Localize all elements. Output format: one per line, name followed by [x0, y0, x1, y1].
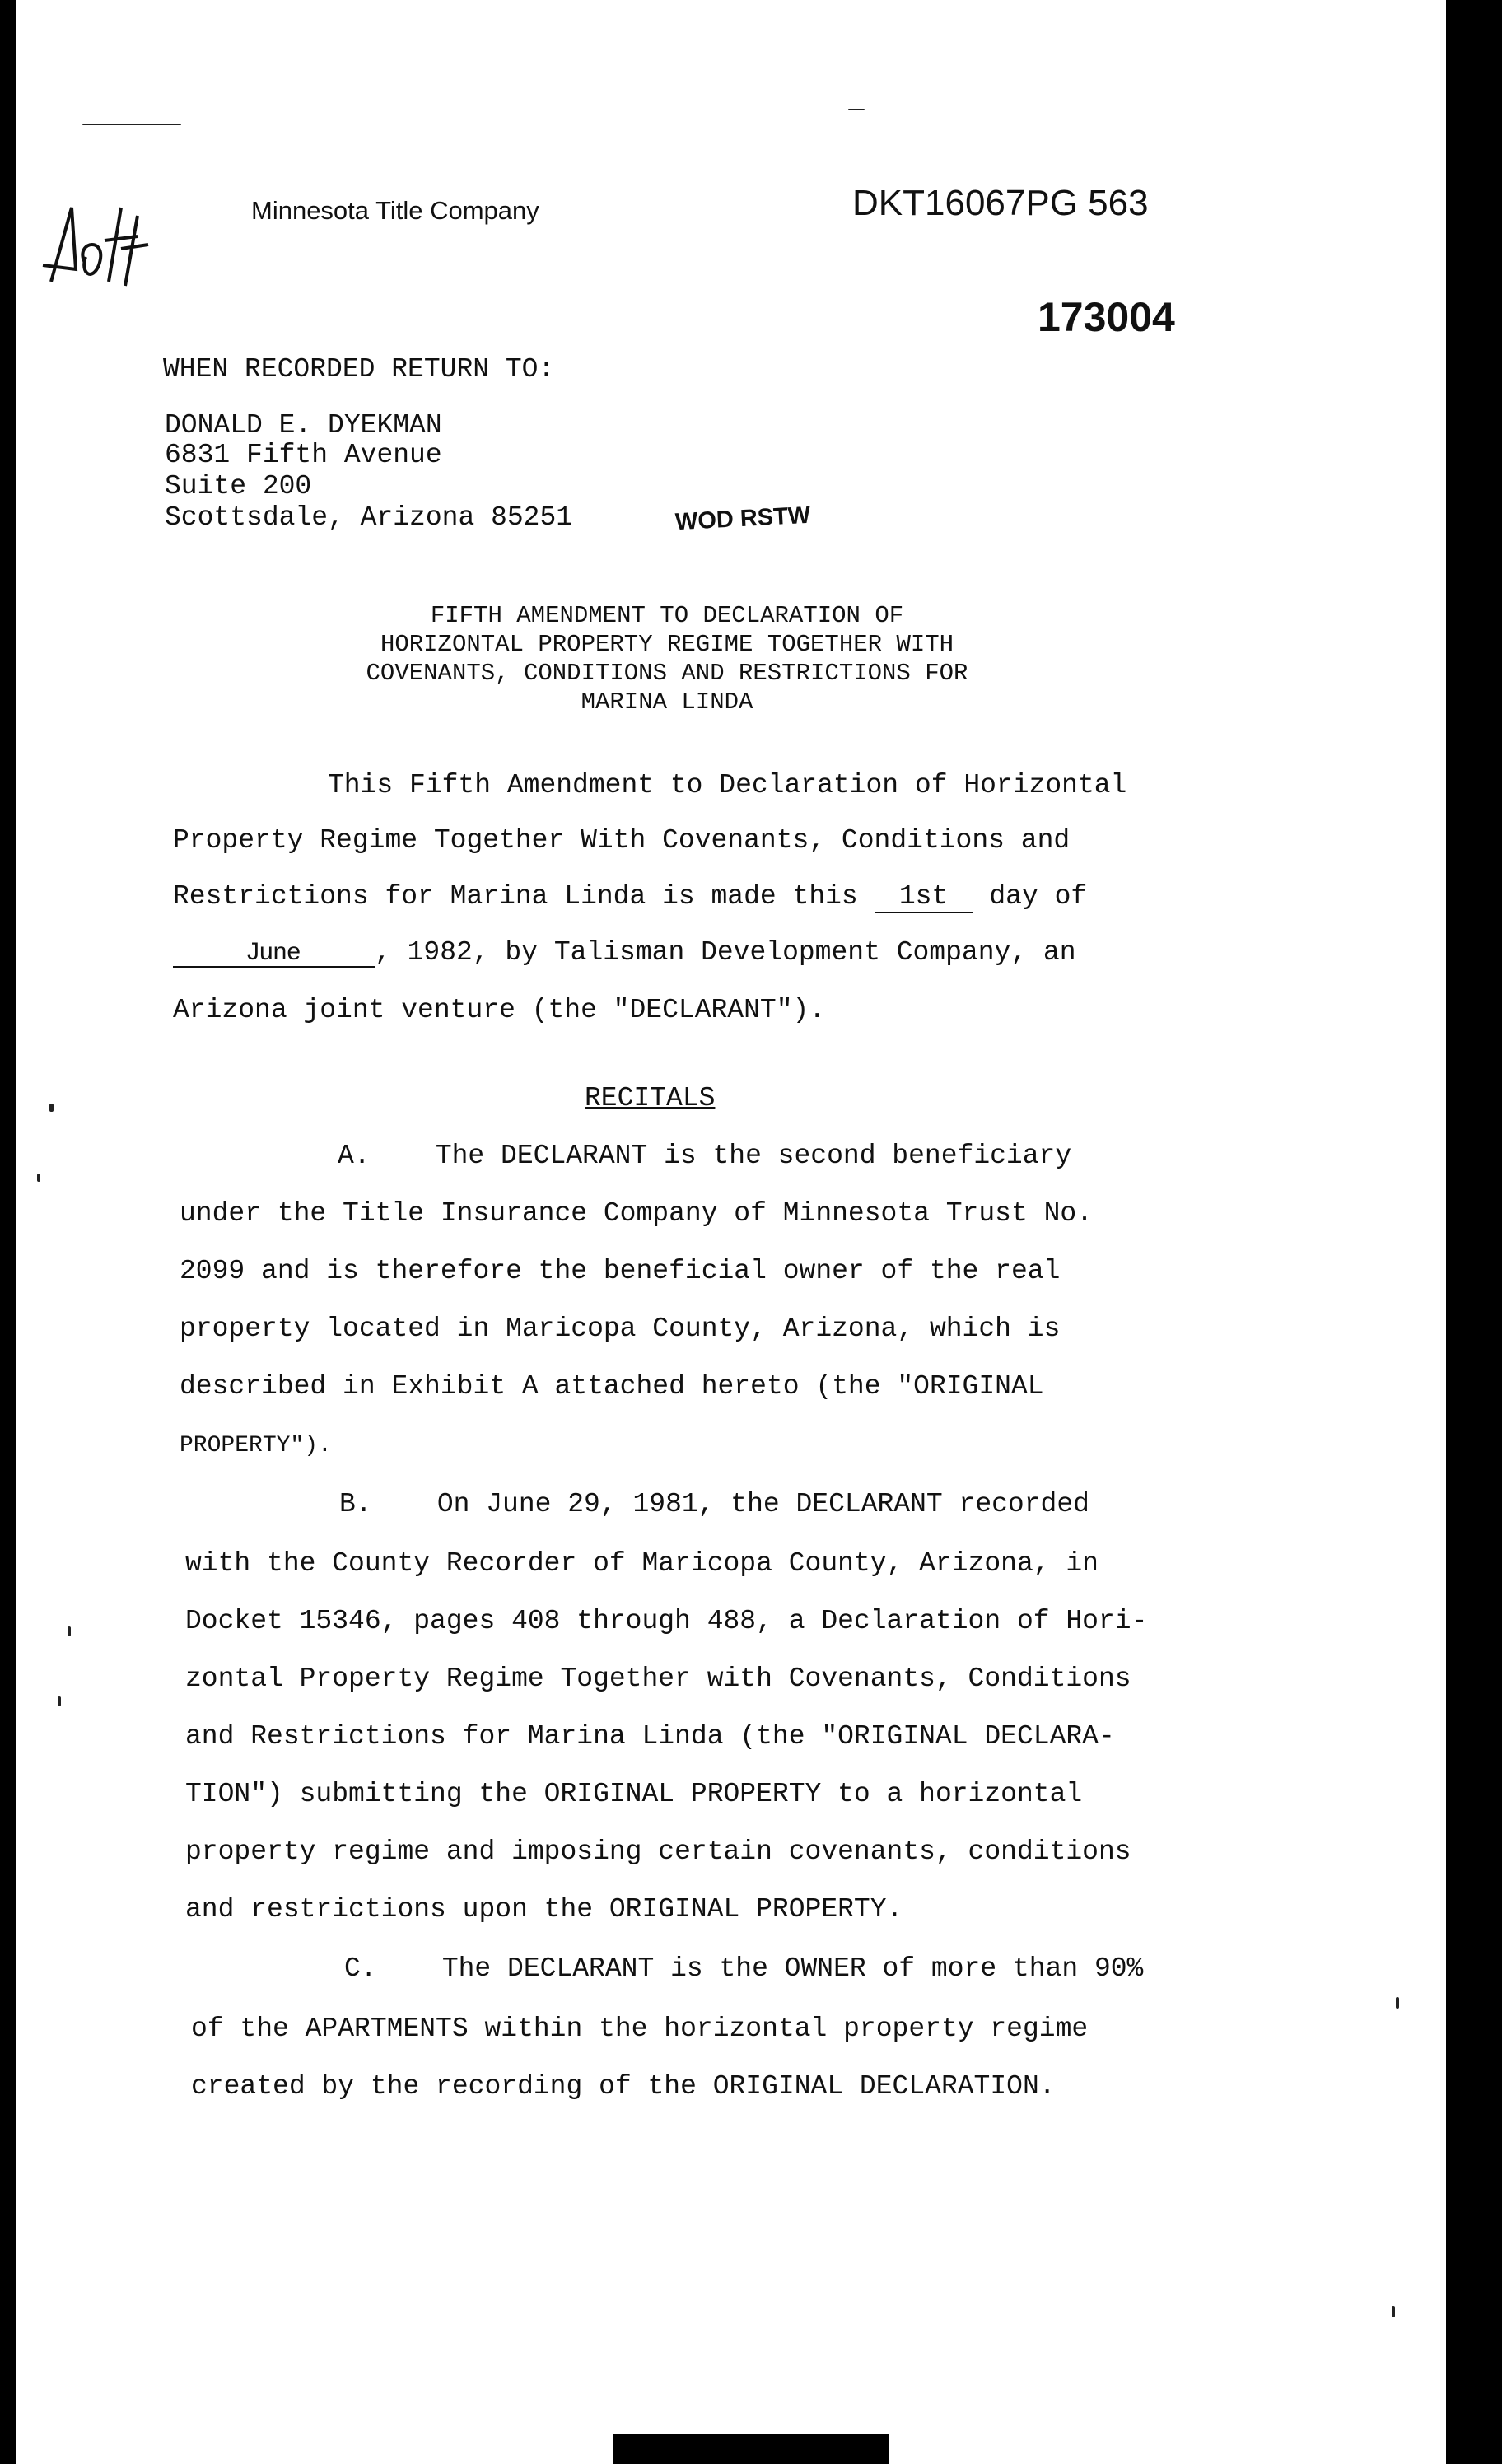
intro-line-4-end: , 1982, by Talisman Development Company, an — [375, 937, 1076, 968]
recording-stamp: WOD RSTW — [674, 502, 812, 536]
scan-line — [82, 124, 181, 125]
recital-b-line-3: Docket 15346, pages 408 through 488, a Declaration of Hori- — [185, 1606, 1148, 1636]
recital-c-line-2: of the APARTMENTS within the horizontal property regime — [191, 2014, 1089, 2044]
recital-b-line-6: TION") submitting the ORIGINAL PROPERTY to a horizontal — [185, 1779, 1083, 1809]
scan-speck — [1396, 1997, 1399, 2009]
scan-speck — [49, 1104, 54, 1112]
intro-line-5: Arizona joint venture (the "DECLARANT"). — [173, 995, 826, 1025]
recital-b-line-7: property regime and imposing certain covenants, conditions — [185, 1836, 1131, 1867]
document-title — [255, 601, 1079, 716]
intro-line-3 — [173, 881, 1087, 913]
handwritten-note — [35, 191, 150, 315]
intro-line-4 — [173, 937, 1076, 968]
recitals-heading: RECITALS — [585, 1083, 716, 1113]
company-name: Minnesota Title Company — [251, 196, 539, 225]
recital-b-line-1: B. On June 29, 1981, the DECLARANT recorded — [339, 1489, 1089, 1519]
recital-a-line-5: described in Exhibit A attached hereto (the "ORIGINAL — [180, 1371, 1044, 1402]
scan-speck — [848, 109, 865, 110]
title-line-1: FIFTH AMENDMENT TO DECLARATION OF — [430, 602, 904, 629]
scan-speck — [1392, 2306, 1395, 2317]
recital-b-line-8: and restrictions upon the ORIGINAL PROPERTY. — [185, 1894, 903, 1925]
intro-line-3-start: Restrictions for Marina Linda is made this — [173, 881, 875, 912]
docket-reference: DKT16067PG 563 — [852, 183, 1149, 223]
recital-a-line-1: A. The DECLARANT is the second beneficiary — [338, 1141, 1072, 1171]
recital-a-line-6: PROPERTY"). — [180, 1433, 332, 1458]
return-city: Scottsdale, Arizona 85251 — [165, 502, 573, 533]
scan-speck — [68, 1626, 71, 1636]
return-name: DONALD E. DYEKMAN — [165, 410, 442, 441]
month-blank: June — [173, 938, 375, 968]
intro-line-1: This Fifth Amendment to Declaration of Horizontal — [328, 770, 1127, 800]
return-street: 6831 Fifth Avenue — [165, 440, 442, 470]
intro-line-2: Property Regime Together With Covenants, Conditions and — [173, 825, 1071, 856]
recital-a-line-4: property located in Maricopa County, Arizona, which is — [180, 1314, 1061, 1344]
recital-c-line-1: C. The DECLARANT is the OWNER of more than 90% — [344, 1953, 1144, 1984]
day-blank: 1st — [875, 881, 973, 913]
recital-a-line-3: 2099 and is therefore the beneficial owner of the real — [180, 1256, 1061, 1286]
title-line-2: HORIZONTAL PROPERTY REGIME TOGETHER WITH — [380, 631, 954, 658]
document-page — [16, 0, 1446, 2464]
scan-speck — [58, 1696, 61, 1706]
recital-c-line-3: created by the recording of the ORIGINAL DECLARATION. — [191, 2071, 1056, 2102]
document-number: 173004 — [1038, 294, 1175, 340]
scan-speck — [37, 1174, 40, 1182]
recital-a-line-2: under the Title Insurance Company of Minnesota Trust No. — [180, 1198, 1093, 1229]
recital-b-line-2: with the County Recorder of Maricopa County, Arizona, in — [185, 1548, 1099, 1579]
intro-line-3-end: day of — [973, 881, 1088, 912]
title-line-4: MARINA LINDA — [581, 688, 753, 716]
return-to-label: WHEN RECORDED RETURN TO: — [163, 354, 555, 385]
recital-b-line-5: and Restrictions for Marina Linda (the "ORIGINAL DECLARA- — [185, 1721, 1115, 1752]
recital-b-line-4: zontal Property Regime Together with Covenants, Conditions — [185, 1664, 1131, 1694]
scan-border-right — [1446, 0, 1502, 2464]
return-suite: Suite 200 — [165, 471, 312, 502]
scan-mark-bottom — [613, 2434, 889, 2464]
title-line-3: COVENANTS, CONDITIONS AND RESTRICTIONS FOR — [366, 660, 968, 687]
